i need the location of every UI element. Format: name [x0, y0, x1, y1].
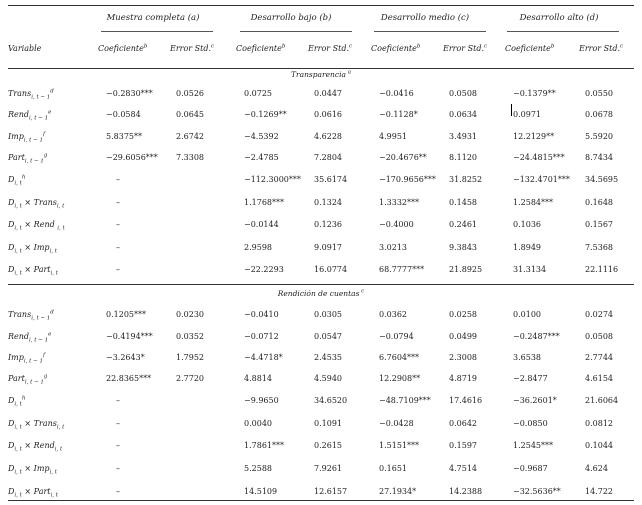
coefficient-cell: −170.9656***	[379, 175, 436, 184]
coefficient-cell: –	[116, 487, 120, 496]
std-error-cell: 9.3843	[449, 243, 477, 252]
coefficient-cell: 0.0362	[379, 310, 407, 319]
coefficient-cell: 2.9598	[244, 243, 272, 252]
group-header: Desarrollo bajo (b)	[250, 13, 332, 23]
std-error-cell: 2.3008	[449, 353, 477, 362]
row-label: $D_{i, t}$ × Rend $_{i, t}$	[8, 220, 65, 232]
std-error-cell: 4.7514	[449, 464, 477, 473]
row-label: Imp$_{i, t - 1}^f$	[8, 352, 45, 365]
row-label: Part$_{i, t - 1}^g$	[8, 152, 48, 165]
row-label: $D_{i, t} \times Imp_{i, t}$	[8, 464, 58, 476]
coefficient-cell: −20.4676**	[379, 153, 427, 162]
std-error-cell: 0.0499	[449, 332, 477, 341]
std-error-cell: 0.2615	[314, 441, 342, 450]
coefficient-cell: −2.8477	[513, 374, 548, 383]
coefficient-cell: −0.0416	[379, 89, 414, 98]
row-label: Trans$_{i, t - 1}^d$	[8, 88, 54, 101]
coefficient-cell: –	[116, 464, 120, 473]
coefficient-cell: −22.2293	[244, 265, 284, 274]
std-error-cell: 16.0774	[314, 265, 348, 274]
std-error-cell: 0.0645	[176, 110, 204, 119]
coefficient-cell: 0.0100	[513, 310, 541, 319]
row-label: Part$_{i, t - 1}^g$	[8, 373, 48, 386]
std-error-cell: 4.8719	[449, 374, 477, 383]
std-error-cell: 2.7744	[585, 353, 613, 362]
coefficient-cell: −9.9650	[244, 396, 279, 405]
coefficient-cell: –	[116, 198, 120, 207]
std-error-cell: 0.0305	[314, 310, 342, 319]
text-cursor	[511, 104, 512, 116]
std-error-cell: 0.1567	[585, 220, 613, 229]
coefficient-cell: −0.0850	[513, 419, 548, 428]
coef-header: Coeficiente$^b$	[236, 43, 286, 53]
coefficient-cell: −0.4194***	[106, 332, 153, 341]
std-error-cell: 7.3308	[176, 153, 204, 162]
coefficient-cell: −0.0410	[244, 310, 279, 319]
std-error-cell: 0.0274	[585, 310, 613, 319]
coefficient-cell: −0.1269**	[244, 110, 287, 119]
std-error-cell: 0.0526	[176, 89, 204, 98]
std-error-cell: 0.1236	[314, 220, 342, 229]
coefficient-cell: 5.8375**	[106, 132, 142, 141]
std-error-cell: 2.6742	[176, 132, 204, 141]
coefficient-cell: 0.0725	[244, 89, 272, 98]
coefficient-cell: 0.1205***	[106, 310, 146, 319]
group-header: Muestra completa (a)	[106, 13, 200, 23]
std-error-cell: 0.0508	[585, 332, 613, 341]
std-error-cell: 4.6228	[314, 132, 342, 141]
std-error-cell: 8.7434	[585, 153, 613, 162]
row-label: Rend$_{i, t - 1}^e$	[8, 109, 52, 122]
row-label: $D_{i, t}$ × Trans$_{i, t}$	[8, 198, 65, 210]
coefficient-cell: −0.2487***	[513, 332, 560, 341]
std-error-cell: 21.6064	[585, 396, 619, 405]
coefficient-cell: 1.7861***	[244, 441, 284, 450]
variable-header: Variable	[8, 44, 42, 53]
bottom-rule	[8, 500, 634, 501]
coefficient-cell: –	[116, 441, 120, 450]
coefficient-cell: −3.2643*	[106, 353, 145, 362]
coefficient-cell: −32.5636**	[513, 487, 561, 496]
std-error-cell: 5.5920	[585, 132, 613, 141]
std-error-cell: 0.0352	[176, 332, 204, 341]
std-error-cell: 21.8925	[449, 265, 483, 274]
std-error-cell: 9.0917	[314, 243, 342, 252]
coefficient-cell: −2.4785	[244, 153, 279, 162]
std-error-cell: 7.9261	[314, 464, 342, 473]
std-error-cell: 4.6154	[585, 374, 613, 383]
std-error-cell: 7.2804	[314, 153, 342, 162]
group-header: Desarrollo medio (c)	[380, 13, 470, 23]
std-error-cell: 34.5695	[585, 175, 619, 184]
coefficient-cell: −0.0794	[379, 332, 414, 341]
coefficient-cell: −24.4815***	[513, 153, 565, 162]
coef-header: Coeficiente$^b$	[98, 43, 148, 53]
coefficient-cell: −0.0144	[244, 220, 279, 229]
coefficient-cell: −0.0584	[106, 110, 141, 119]
coefficient-cell: 27.1934*	[379, 487, 417, 496]
coefficient-cell: 5.2588	[244, 464, 272, 473]
std-error-cell: 2.7720	[176, 374, 204, 383]
coefficient-cell: −4.5392	[244, 132, 279, 141]
std-error-cell: 0.0550	[585, 89, 613, 98]
coefficient-cell: 0.1651	[379, 464, 407, 473]
coefficient-cell: 0.1036	[513, 220, 541, 229]
row-label: $D_{i, t}^h$	[8, 395, 26, 408]
row-label: $D_{i, t}^h$	[8, 174, 26, 187]
coefficient-cell: 4.9951	[379, 132, 407, 141]
std-error-cell: 8.1120	[449, 153, 477, 162]
row-label: Trans$_{i, t - 1}^d$	[8, 309, 54, 322]
coefficient-cell: –	[116, 396, 120, 405]
error-header: Error Std.$^c$	[308, 43, 353, 53]
std-error-cell: 0.0634	[449, 110, 477, 119]
coefficient-cell: 31.3134	[513, 265, 547, 274]
coefficient-cell: 68.7777***	[379, 265, 425, 274]
header-rule	[8, 68, 634, 69]
row-label: $D_{i, t}$ × Part$_{i, t}$	[8, 265, 58, 277]
std-error-cell: 3.4931	[449, 132, 477, 141]
std-error-cell: 0.1597	[449, 441, 477, 450]
coefficient-cell: 1.5151***	[379, 441, 419, 450]
group-underline	[374, 31, 486, 32]
coefficient-cell: −36.2601*	[513, 396, 557, 405]
std-error-cell: 14.722	[585, 487, 613, 496]
group-header: Desarrollo alto (d)	[519, 13, 599, 23]
section-rule	[8, 284, 634, 285]
std-error-cell: 2.4535	[314, 353, 342, 362]
coefficient-cell: 1.1768***	[244, 198, 284, 207]
coef-header: Coeficiente$^b$	[371, 43, 421, 53]
group-underline	[101, 31, 213, 32]
std-error-cell: 0.1044	[585, 441, 613, 450]
coefficient-cell: –	[116, 265, 120, 274]
std-error-cell: 0.0678	[585, 110, 613, 119]
std-error-cell: 0.0230	[176, 310, 204, 319]
coefficient-cell: −0.2830***	[106, 89, 153, 98]
top-rule	[8, 5, 634, 6]
std-error-cell: 0.2461	[449, 220, 477, 229]
std-error-cell: 0.0447	[314, 89, 342, 98]
coefficient-cell: 3.0213	[379, 243, 407, 252]
coefficient-cell: –	[116, 419, 120, 428]
std-error-cell: 0.0547	[314, 332, 342, 341]
std-error-cell: 17.4616	[449, 396, 483, 405]
std-error-cell: 34.6520	[314, 396, 348, 405]
coefficient-cell: −0.0428	[379, 419, 414, 428]
row-label: $D_{i, t} \times Imp_{i, t}$	[8, 243, 58, 255]
coef-header: Coeficiente$^b$	[505, 43, 555, 53]
std-error-cell: 22.1116	[585, 265, 619, 274]
std-error-cell: 0.0642	[449, 419, 477, 428]
coefficient-cell: −112.3000***	[244, 175, 301, 184]
row-label: $D_{i, t}$ × Part$_{i, t}$	[8, 487, 58, 499]
coefficient-cell: −29.6056***	[106, 153, 158, 162]
coefficient-cell: 12.2129**	[513, 132, 555, 141]
coefficient-cell: 1.8949	[513, 243, 541, 252]
coefficient-cell: 22.8365***	[106, 374, 152, 383]
coefficient-cell: 1.2584***	[513, 198, 553, 207]
error-header: Error Std.$^c$	[443, 43, 488, 53]
group-underline	[240, 31, 352, 32]
coefficient-cell: −0.0712	[244, 332, 279, 341]
group-underline	[507, 31, 619, 32]
coefficient-cell: −0.1128*	[379, 110, 418, 119]
std-error-cell: 31.8252	[449, 175, 483, 184]
std-error-cell: 0.1324	[314, 198, 342, 207]
std-error-cell: 0.1648	[585, 198, 613, 207]
error-header: Error Std.$^c$	[170, 43, 215, 53]
coefficient-cell: 1.3332***	[379, 198, 419, 207]
coefficient-cell: –	[116, 243, 120, 252]
coefficient-cell: 4.8814	[244, 374, 272, 383]
coefficient-cell: 3.6538	[513, 353, 541, 362]
std-error-cell: 7.5368	[585, 243, 613, 252]
std-error-cell: 4.624	[585, 464, 608, 473]
coefficient-cell: −0.9687	[513, 464, 548, 473]
std-error-cell: 0.0508	[449, 89, 477, 98]
std-error-cell: 0.0616	[314, 110, 342, 119]
coefficient-cell: −0.4000	[379, 220, 414, 229]
std-error-cell: 0.1458	[449, 198, 477, 207]
std-error-cell: 12.6157	[314, 487, 348, 496]
coefficient-cell: −132.4701***	[513, 175, 570, 184]
row-label: $D_{i, t}$ × Trans$_{i, t}$	[8, 419, 65, 431]
coefficient-cell: −0.1379**	[513, 89, 556, 98]
row-label: Imp$_{i, t - 1}^f$	[8, 131, 45, 144]
coefficient-cell: 1.2545***	[513, 441, 553, 450]
std-error-cell: 0.0812	[585, 419, 613, 428]
coefficient-cell: −48.7109***	[379, 396, 431, 405]
error-header: Error Std.$^c$	[579, 43, 624, 53]
std-error-cell: 35.6174	[314, 175, 348, 184]
coefficient-cell: –	[116, 175, 120, 184]
std-error-cell: 0.0258	[449, 310, 477, 319]
section-title: Rendición de cuentas $^c$	[277, 288, 365, 298]
row-label: Rend$_{i, t - 1}^e$	[8, 331, 52, 344]
coefficient-cell: 6.7604***	[379, 353, 419, 362]
coefficient-cell: 12.2908**	[379, 374, 421, 383]
std-error-cell: 4.5940	[314, 374, 342, 383]
coefficient-cell: 14.5109	[244, 487, 278, 496]
coefficient-cell: 0.0040	[244, 419, 272, 428]
coefficient-cell: 0.0971	[513, 110, 541, 119]
std-error-cell: 1.7952	[176, 353, 204, 362]
coefficient-cell: –	[116, 220, 120, 229]
section-title: Transparencia $^a$	[291, 69, 351, 79]
coefficient-cell: −4.4718*	[244, 353, 283, 362]
row-label: $D_{i, t}$ × Rend$_{i, t}$	[8, 441, 63, 453]
std-error-cell: 0.1091	[314, 419, 342, 428]
std-error-cell: 14.2388	[449, 487, 483, 496]
